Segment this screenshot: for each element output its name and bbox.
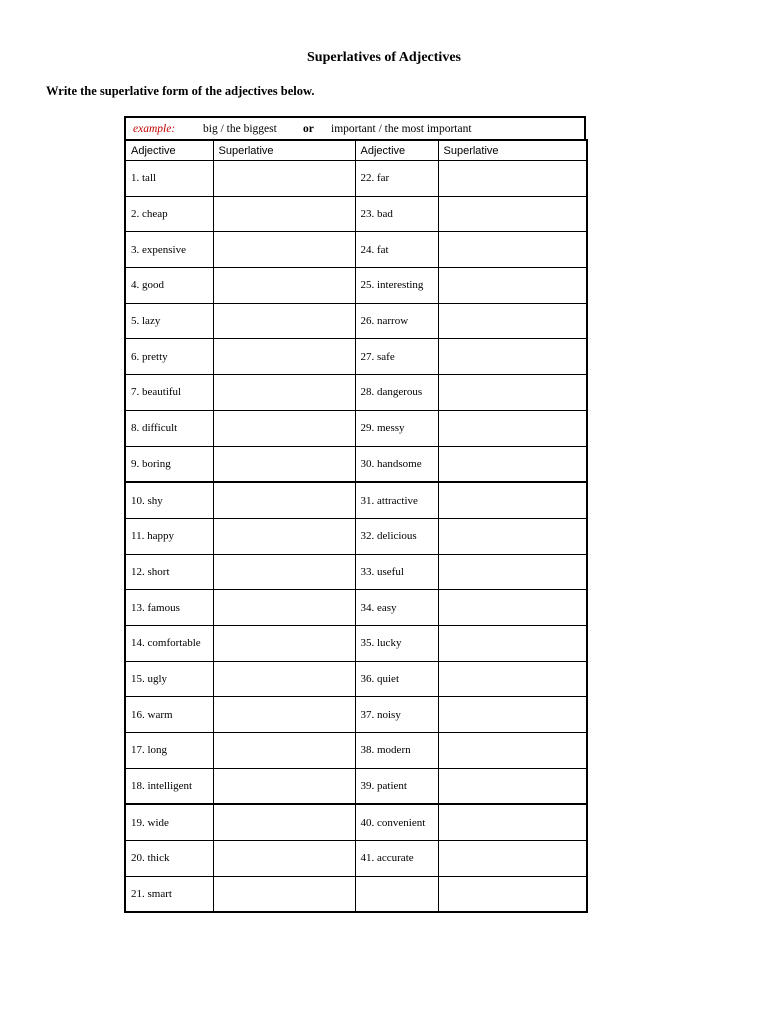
adjective-cell: 35. lucky	[355, 625, 438, 661]
superlative-answer-cell[interactable]	[438, 554, 587, 590]
adjective-cell: 4. good	[125, 268, 213, 304]
adjective-cell: 12. short	[125, 554, 213, 590]
table-row	[125, 554, 587, 590]
adjective-cell: 34. easy	[355, 590, 438, 626]
table-row	[125, 232, 587, 268]
adjective-cell: 41. accurate	[355, 841, 438, 877]
header-adjective-right: Adjective	[355, 140, 438, 161]
adjective-cell: 9. boring	[125, 446, 213, 482]
adjective-cell: 23. bad	[355, 196, 438, 232]
superlative-answer-cell[interactable]	[438, 339, 587, 375]
adjective-cell: 28. dangerous	[355, 375, 438, 411]
adjective-cell: 13. famous	[125, 590, 213, 626]
adjective-cell: 29. messy	[355, 410, 438, 446]
superlative-answer-cell[interactable]	[213, 446, 355, 482]
adjective-cell: 10. shy	[125, 482, 213, 518]
header-adjective-left: Adjective	[125, 140, 213, 161]
table-row	[125, 268, 587, 304]
superlative-answer-cell[interactable]	[213, 482, 355, 518]
adjective-cell: 16. warm	[125, 697, 213, 733]
superlative-answer-cell[interactable]	[438, 804, 587, 840]
adjective-cell: 19. wide	[125, 804, 213, 840]
adjective-cell: 20. thick	[125, 841, 213, 877]
adjective-cell: 26. narrow	[355, 303, 438, 339]
superlative-answer-cell[interactable]	[213, 518, 355, 554]
table-row	[125, 768, 587, 804]
adjective-cell: 5. lazy	[125, 303, 213, 339]
adjective-cell: 21. smart	[125, 876, 213, 912]
table-row	[125, 375, 587, 411]
adjective-cell: 22. far	[355, 161, 438, 197]
superlative-answer-cell[interactable]	[213, 841, 355, 877]
header-superlative-right: Superlative	[438, 140, 587, 161]
adjective-cell: 1. tall	[125, 161, 213, 197]
header-superlative-left: Superlative	[213, 140, 355, 161]
adjective-cell: 39. patient	[355, 768, 438, 804]
superlative-answer-cell[interactable]	[213, 303, 355, 339]
superlatives-table	[124, 139, 588, 913]
superlative-answer-cell[interactable]	[438, 625, 587, 661]
superlative-answer-cell[interactable]	[438, 446, 587, 482]
adjective-cell: 31. attractive	[355, 482, 438, 518]
example-first: big / the biggest	[203, 122, 277, 135]
adjective-cell: 11. happy	[125, 518, 213, 554]
adjective-cell	[355, 876, 438, 912]
adjective-cell: 3. expensive	[125, 232, 213, 268]
superlative-answer-cell[interactable]	[213, 768, 355, 804]
superlative-answer-cell[interactable]	[213, 268, 355, 304]
adjective-cell: 27. safe	[355, 339, 438, 375]
superlative-answer-cell[interactable]	[213, 876, 355, 912]
worksheet	[124, 116, 586, 913]
example-row	[124, 116, 586, 139]
superlative-answer-cell[interactable]	[213, 375, 355, 411]
adjective-cell: 18. intelligent	[125, 768, 213, 804]
superlative-answer-cell[interactable]	[438, 733, 587, 769]
superlative-answer-cell[interactable]	[438, 161, 587, 197]
superlative-answer-cell[interactable]	[438, 268, 587, 304]
adjective-cell: 24. fat	[355, 232, 438, 268]
superlative-answer-cell[interactable]	[438, 375, 587, 411]
superlative-answer-cell[interactable]	[438, 661, 587, 697]
table-row	[125, 518, 587, 554]
adjective-cell: 25. interesting	[355, 268, 438, 304]
table-row	[125, 446, 587, 482]
superlative-answer-cell[interactable]	[213, 625, 355, 661]
superlative-answer-cell[interactable]	[213, 554, 355, 590]
adjective-cell: 8. difficult	[125, 410, 213, 446]
table-row	[125, 661, 587, 697]
superlative-answer-cell[interactable]	[213, 590, 355, 626]
superlative-answer-cell[interactable]	[438, 518, 587, 554]
adjective-cell: 38. modern	[355, 733, 438, 769]
table-row	[125, 841, 587, 877]
table-row	[125, 733, 587, 769]
table-row	[125, 482, 587, 518]
superlative-answer-cell[interactable]	[213, 161, 355, 197]
table-row	[125, 303, 587, 339]
superlative-answer-cell[interactable]	[438, 303, 587, 339]
adjective-cell: 15. ugly	[125, 661, 213, 697]
adjective-cell: 30. handsome	[355, 446, 438, 482]
adjective-cell: 32. delicious	[355, 518, 438, 554]
example-label: example:	[133, 122, 176, 135]
table-row	[125, 876, 587, 912]
header-row	[125, 140, 587, 161]
adjective-cell: 40. convenient	[355, 804, 438, 840]
superlative-answer-cell[interactable]	[213, 410, 355, 446]
instructions: Write the superlative form of the adjectives below.	[46, 84, 315, 98]
table-row	[125, 697, 587, 733]
superlative-answer-cell[interactable]	[438, 196, 587, 232]
superlative-answer-cell[interactable]	[213, 196, 355, 232]
superlative-answer-cell[interactable]	[438, 841, 587, 877]
superlative-answer-cell[interactable]	[213, 232, 355, 268]
page-title: Superlatives of Adjectives	[307, 50, 461, 65]
table-row	[125, 196, 587, 232]
superlative-answer-cell[interactable]	[438, 410, 587, 446]
superlative-answer-cell[interactable]	[213, 661, 355, 697]
superlative-answer-cell[interactable]	[213, 804, 355, 840]
example-or: or	[303, 122, 314, 135]
table-row	[125, 161, 587, 197]
superlative-answer-cell[interactable]	[438, 768, 587, 804]
table-row	[125, 590, 587, 626]
superlative-answer-cell[interactable]	[438, 590, 587, 626]
superlative-answer-cell[interactable]	[438, 232, 587, 268]
table-row	[125, 804, 587, 840]
superlative-answer-cell[interactable]	[213, 697, 355, 733]
table-row	[125, 339, 587, 375]
adjective-cell: 6. pretty	[125, 339, 213, 375]
adjective-cell: 17. long	[125, 733, 213, 769]
superlative-answer-cell[interactable]	[438, 697, 587, 733]
adjective-cell: 14. comfortable	[125, 625, 213, 661]
superlative-answer-cell[interactable]	[213, 733, 355, 769]
superlative-answer-cell[interactable]	[213, 339, 355, 375]
table-row	[125, 625, 587, 661]
adjective-cell: 36. quiet	[355, 661, 438, 697]
superlative-answer-cell[interactable]	[438, 482, 587, 518]
adjective-cell: 7. beautiful	[125, 375, 213, 411]
adjective-cell: 33. useful	[355, 554, 438, 590]
table-row	[125, 410, 587, 446]
example-second: important / the most important	[331, 122, 472, 135]
superlative-answer-cell[interactable]	[438, 876, 587, 912]
adjective-cell: 37. noisy	[355, 697, 438, 733]
adjective-cell: 2. cheap	[125, 196, 213, 232]
